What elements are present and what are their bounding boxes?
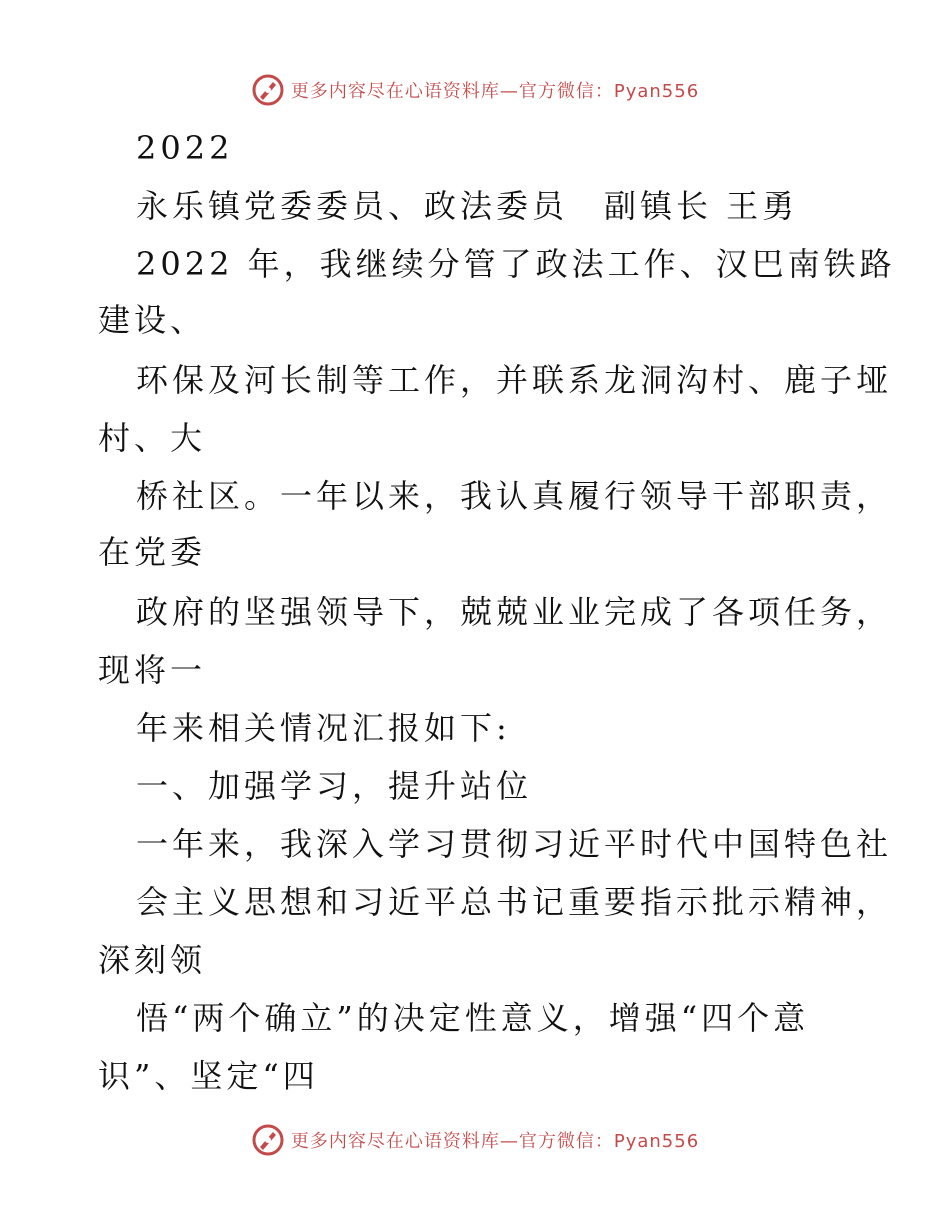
doc-line: 建设、 [98, 301, 207, 339]
doc-line: 政府的坚强领导下，兢兢业业完成了各项任务， [136, 593, 893, 631]
doc-line: 2022 年，我继续分管了政法工作、汉巴南铁路 [136, 245, 896, 283]
footer-watermark [0, 1120, 950, 1160]
doc-line: 永乐镇党委委员、政法委员 副镇长 王勇 [136, 187, 799, 225]
doc-line: 在党委 [98, 533, 207, 571]
doc-line: 年来相关情况汇报如下: [136, 709, 511, 747]
doc-line: 悟“两个确立”的决定性意义，增强“四个意 [136, 999, 810, 1037]
header-watermark [0, 70, 950, 110]
doc-line: 会主义思想和习近平总书记重要指示批示精神， [136, 883, 893, 921]
doc-line: 2022 [136, 129, 234, 167]
doc-line: 现将一 [98, 651, 207, 689]
doc-line: 一年来，我深入学习贯彻习近平时代中国特色社 [136, 825, 893, 863]
doc-line: 一、加强学习，提升站位 [136, 767, 533, 805]
doc-line: 村、大 [98, 419, 207, 457]
doc-line: 环保及河长制等工作，并联系龙洞沟村、鹿子垭 [136, 361, 893, 399]
watermark-text: 更多内容尽在心语资料库—官方微信：Pyan556 [290, 1131, 700, 1152]
doc-line: 桥社区。一年以来，我认真履行领导干部职责， [136, 477, 893, 515]
pen-seal-icon [251, 1123, 285, 1157]
doc-line: 深刻领 [98, 941, 207, 979]
pen-seal-icon [251, 73, 285, 107]
doc-line: 识”、坚定“四 [98, 1057, 319, 1095]
watermark-text: 更多内容尽在心语资料库—官方微信：Pyan556 [290, 81, 700, 102]
